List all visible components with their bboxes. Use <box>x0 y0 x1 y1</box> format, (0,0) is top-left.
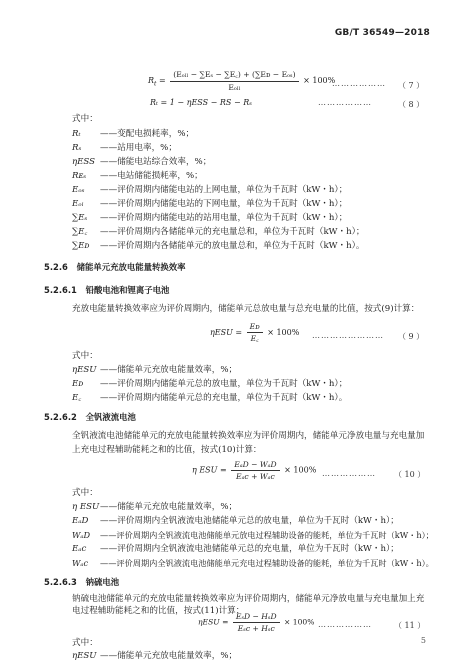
where-label-3: 式中： <box>72 488 98 498</box>
standard-number: GB/T 36549—2018 <box>334 28 430 38</box>
section-heading-5-2-6-2: 5.2.6.2 全钒液流电池 <box>44 412 136 422</box>
def-row: E꜀ ——评价周期内储能单元总的充电量，单位为千瓦时（kW・h）。 <box>72 393 348 403</box>
def-row: ηESU ——储能单元充放电能量效率，%； <box>72 365 238 375</box>
eq9-number: （ 9 ） <box>398 332 425 341</box>
def-row: ∑Eᴅ ——评价周期内各储能单元的放电量总和，单位为千瓦时（kW・h）。 <box>72 241 365 251</box>
equation-11: ηESU = $\frac{\text{EₛD − HₛD}}{\text{Eₛc + Hₛc}}$ × 100% <box>198 612 315 633</box>
eq7-fraction <box>170 70 298 92</box>
def-row: Eᴅ ——评价周期内储能单元总的放电量，单位为千瓦时（kW・h）； <box>72 379 348 389</box>
eq7-number: （ 7 ） <box>398 81 425 90</box>
def-row: Wₐc ——评价周期内全钒液流电池储能单元充电过程辅助设备的能耗，单位为千瓦时（kW・h）。 <box>72 558 434 568</box>
def-row: Rₛ ——站用电率，%； <box>72 143 177 153</box>
def-row: Rₜ ——变配电损耗率，%； <box>72 129 195 139</box>
def-row: Rᴇₛ ——电站储能损耗率，%； <box>72 171 203 181</box>
where-label-4: 式中： <box>72 638 98 648</box>
eq8-number: （ 8 ） <box>398 100 425 109</box>
eq9-leader: …………………… <box>312 331 384 340</box>
equation-8: Rₜ = 1 − ηESS − RS − Rₛ <box>150 98 252 107</box>
eq8-leader: ……………… <box>318 98 372 107</box>
equation-9: ηESU = $\frac{\text{Eᴅ}}{E꜀}$ × 100% <box>210 322 300 343</box>
section-heading-5-2-6: 5.2.6 储能单元充放电能量转换效率 <box>44 262 186 272</box>
def-row: η ESU——储能单元充放电能量效率，%； <box>72 502 238 512</box>
eq7-lhs: $R_t$ = <box>148 76 166 88</box>
eq11-leader: ……………… <box>318 620 372 629</box>
def-row: ∑E꜀ ——评价周期内各储能单元的充电量总和，单位为千瓦时（kW・h）； <box>72 227 365 237</box>
def-row: ηESS ——储能电站综合效率，%； <box>72 157 212 167</box>
eq10-leader: ……………… <box>322 469 376 478</box>
def-row: Eₐc ——评价周期内全钒液流电池储能单元总的充电量，单位为千瓦时（kW・h）； <box>72 544 399 554</box>
eq7-denominator: Eₒₗₗ <box>228 83 241 92</box>
def-row: Eₒₛ ——评价周期内储能电站的上网电量，单位为千瓦时（kW・h）； <box>72 185 348 195</box>
paragraph-5-2-6-2: 全钒液流电池储能单元的充放电能量转换效率应为评价周期内，储能单元净放电量与充电量加上充电过程辅助能耗之和的比值，按式(10)计算： <box>72 431 425 455</box>
def-row: ∑Eₛ ——评价周期内储能电站的站用电量，单位为千瓦时（kW・h）； <box>72 213 348 223</box>
paragraph-5-2-6-1: 充放电能量转换效率应为评价周期内，储能单元总放电量与总充电量的比值，按式(9)计算： <box>72 304 420 314</box>
where-label-1: 式中： <box>72 114 98 124</box>
eq10-number: （ 10 ） <box>394 470 426 479</box>
section-heading-5-2-6-1: 5.2.6.1 铅酸电池和锂离子电池 <box>44 285 170 295</box>
eq7-leader: ……………… <box>332 79 386 88</box>
eq7-tail: × 100% <box>303 76 336 85</box>
def-row: ηESU ——储能单元充放电能量效率，%； <box>72 651 238 661</box>
page-number: 5 <box>420 636 426 645</box>
section-heading-5-2-6-3: 5.2.6.3 钠硫电池 <box>44 577 120 587</box>
paragraph-5-2-6-3: 钠硫电池储能单元的充放电能量转换效率应为评价周期内，储能单元净放电量与充电量加上充电过程辅助能耗之和的比值，按式(11)计算： <box>72 594 425 616</box>
equation-7 <box>148 70 335 92</box>
def-row: Eₒₗ ——评价周期内储能电站的下网电量，单位为千瓦时（kW・h）； <box>72 199 348 209</box>
where-label-2: 式中： <box>72 351 98 361</box>
def-row: EₐD ——评价周期内全钒液流电池储能单元总的放电量，单位为千瓦时（kW・h）； <box>72 516 399 526</box>
equation-10: η ESU = $\frac{\text{EₐD − WₐD}}{\text{Eₐc + Wₐc}}$ × 100% <box>192 460 317 481</box>
eq7-numerator: (Eₒₗₗ − ∑Eₛ − ∑E꜀) + (∑Eᴅ − Eₒₛ) <box>170 70 298 82</box>
def-row: WₐD ——评价周期内全钒液流电池储能单元放电过程辅助设备的能耗，单位为千瓦时（kW・h）； <box>72 530 434 540</box>
eq11-number: （ 11 ） <box>394 621 426 630</box>
